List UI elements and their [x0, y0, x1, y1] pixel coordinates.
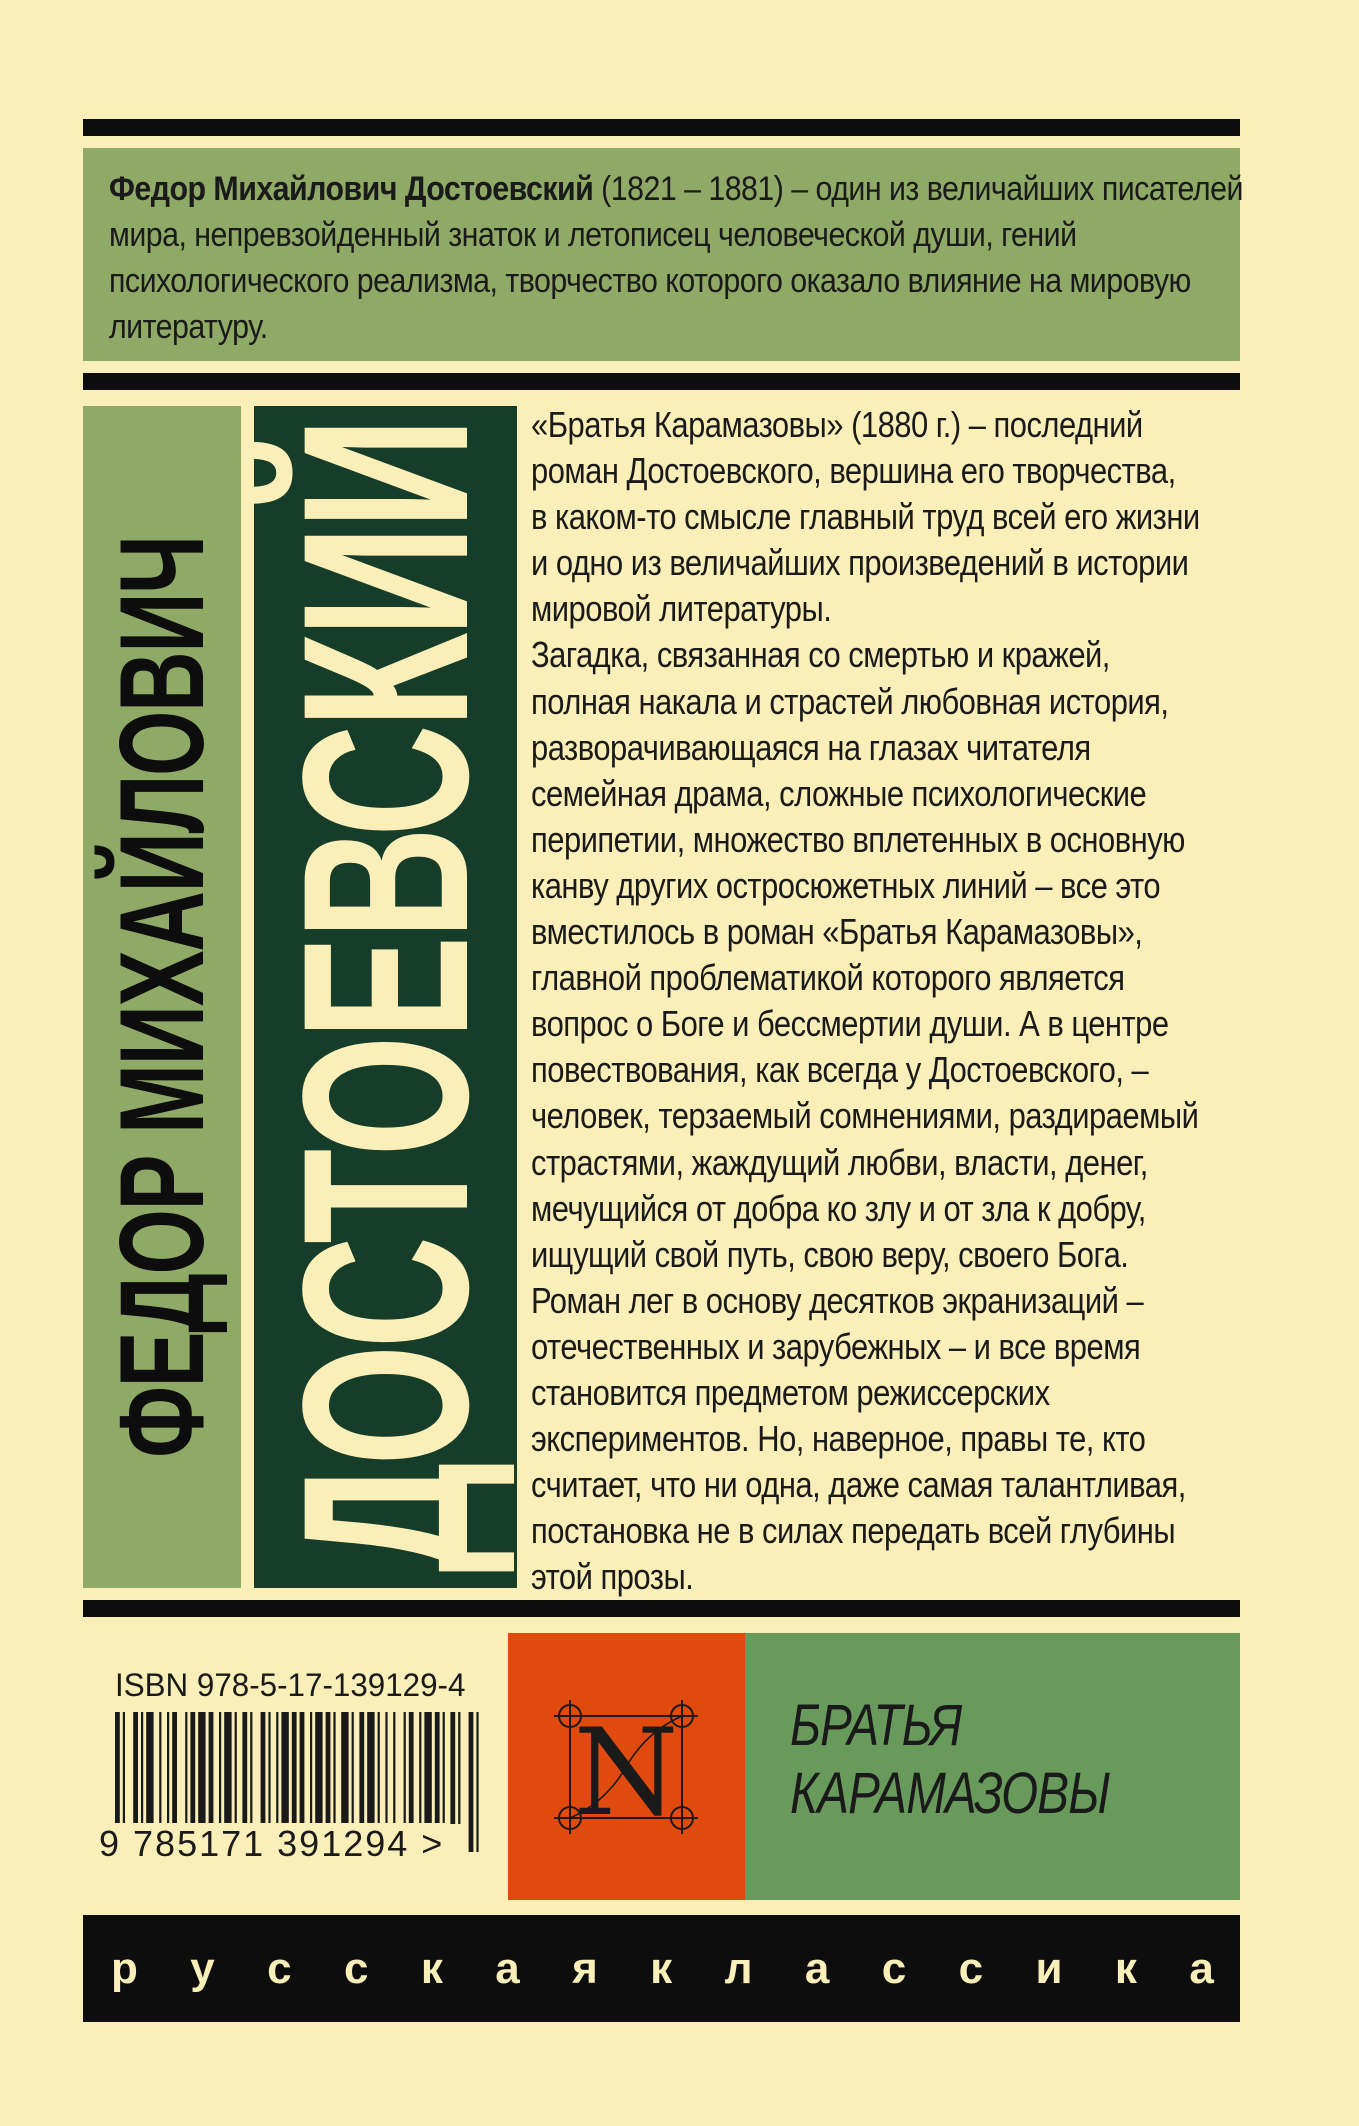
- barcode-bar: [146, 1712, 153, 1824]
- barcode-bar: [276, 1712, 278, 1824]
- barcode-bar: [198, 1712, 205, 1824]
- series-letter: л: [724, 1943, 753, 1993]
- barcode-bar: [190, 1712, 195, 1824]
- barcode-bar: [333, 1712, 335, 1824]
- series-letter: с: [958, 1943, 984, 1993]
- barcode-bar: [209, 1712, 214, 1824]
- spine-first-name: ФЕДОР МИХАЙЛОВИЧ: [95, 536, 229, 1458]
- series-letter: с: [267, 1943, 292, 1993]
- book-title: БРАТЬЯ КАРАМАЗОВЫ: [790, 1693, 1110, 1826]
- barcode-bar: [443, 1712, 445, 1824]
- barcode-bar: [469, 1712, 474, 1852]
- barcode-bar: [404, 1712, 406, 1824]
- barcode-bar: [424, 1712, 431, 1824]
- barcode-bar: [435, 1712, 440, 1824]
- barcode-bar: [281, 1712, 288, 1824]
- author-bio: [109, 166, 1244, 350]
- series-letter: р: [111, 1943, 138, 1993]
- barcode-bar: [185, 1712, 187, 1824]
- barcode-bar: [242, 1712, 247, 1824]
- series-letter: с: [881, 1943, 907, 1993]
- series-letter: с: [343, 1943, 369, 1993]
- series-letter: а: [1189, 1943, 1214, 1993]
- barcode-bar: [159, 1712, 161, 1824]
- barcode-bar: [310, 1712, 312, 1824]
- author-bio-text: (1821 – 1881) – один из величайших писателей мира, непревзойденный знаток и летописец человеческой души, гений психологического реализма, творчество которого оказало влияние на мировую литературу.: [109, 170, 1243, 346]
- barcode-bar: [172, 1712, 177, 1824]
- barcode-digits: 9 785171 391294 >: [99, 1823, 445, 1864]
- barcode-bar: [352, 1712, 354, 1824]
- spine-last-name-column: [254, 406, 517, 1588]
- series-letter: и: [1035, 1943, 1063, 1993]
- author-bio-name: Федор Михайлович Достоевский: [109, 170, 594, 208]
- barcode-bar: [458, 1712, 460, 1824]
- logo-letter: N: [573, 1704, 679, 1842]
- series-letter: я: [572, 1943, 598, 1993]
- barcode-bar: [326, 1712, 331, 1824]
- barcode-bar: [235, 1712, 237, 1824]
- spine-last-name: ДОСТОЕВСКИЙ: [254, 421, 517, 1573]
- barcode-bar: [261, 1712, 266, 1824]
- barcode-bar: [219, 1712, 221, 1824]
- barcode-bar: [476, 1712, 478, 1852]
- barcode-bar: [378, 1712, 380, 1824]
- barcode-bar: [250, 1712, 252, 1824]
- series-letter: к: [650, 1943, 673, 1993]
- series-bar: [83, 1915, 1240, 2022]
- barcode-bar: [393, 1712, 395, 1824]
- barcode-bar: [367, 1712, 374, 1824]
- n-monogram-icon: [546, 1692, 706, 1842]
- series-letter: а: [495, 1943, 520, 1993]
- barcode-bar: [268, 1712, 270, 1824]
- barcode-bar: [133, 1712, 138, 1824]
- barcode-bar: [315, 1712, 322, 1824]
- rule-below-text: [83, 1600, 1240, 1617]
- book-description: «Братья Карамазовы» (1880 г.) – последний роман Достоевского, вершина его творчества, в каком-то смысле главный труд всей его жизни и одно из величайших произведений в истории мировой литературы. Загадка, связанная со смертью и кражей, полная накала и страстей любовная история, разворачивающаяся на глазах читателя семейная драма, сложные психологические перипетии, множество вплетенных в основную канву других остросюжетных линий – все это вместилось в роман «Братья Карамазовы», главной проблематикой которого является вопрос о Боге и бессмертии души. А в центре повествования, как всегда у Достоевского, – человек, терзаемый сомнениями, раздираемый страстями, жаждущий любви, власти, денег, мечущийся от добра ко злу и от зла к добру, ищущий свой путь, свою веру, своего Бога. Роман лег в основу десятков экранизаций – отечественных и зарубежных – и все время становится предметом режиссерских экспериментов. Но, наверное, правы те, кто считает, что ни одна, даже самая талантливая, постановка не в силах передать всей глубины этой прозы.: [531, 404, 1200, 1598]
- top-rule: [83, 119, 1240, 136]
- series-letter: к: [420, 1943, 443, 1993]
- barcode-bar: [450, 1712, 455, 1824]
- series-letter: а: [804, 1943, 830, 1993]
- isbn-label: ISBN 978-5-17-139129-4: [115, 1667, 466, 1703]
- author-bio-box: [83, 148, 1243, 361]
- barcode-bar: [167, 1712, 169, 1824]
- rule-below-bio: [83, 373, 1240, 390]
- barcode-bar: [224, 1712, 231, 1824]
- series-letter: у: [190, 1943, 215, 1993]
- barcode-bar: [341, 1712, 348, 1824]
- barcode-bar: [141, 1712, 143, 1824]
- barcode-bar: [359, 1712, 364, 1824]
- barcode-bar: [409, 1712, 414, 1824]
- barcode-bar: [385, 1712, 387, 1824]
- spine-first-name-column: [83, 406, 241, 1588]
- series-letter: к: [1114, 1943, 1137, 1993]
- barcode-bar: [419, 1712, 421, 1824]
